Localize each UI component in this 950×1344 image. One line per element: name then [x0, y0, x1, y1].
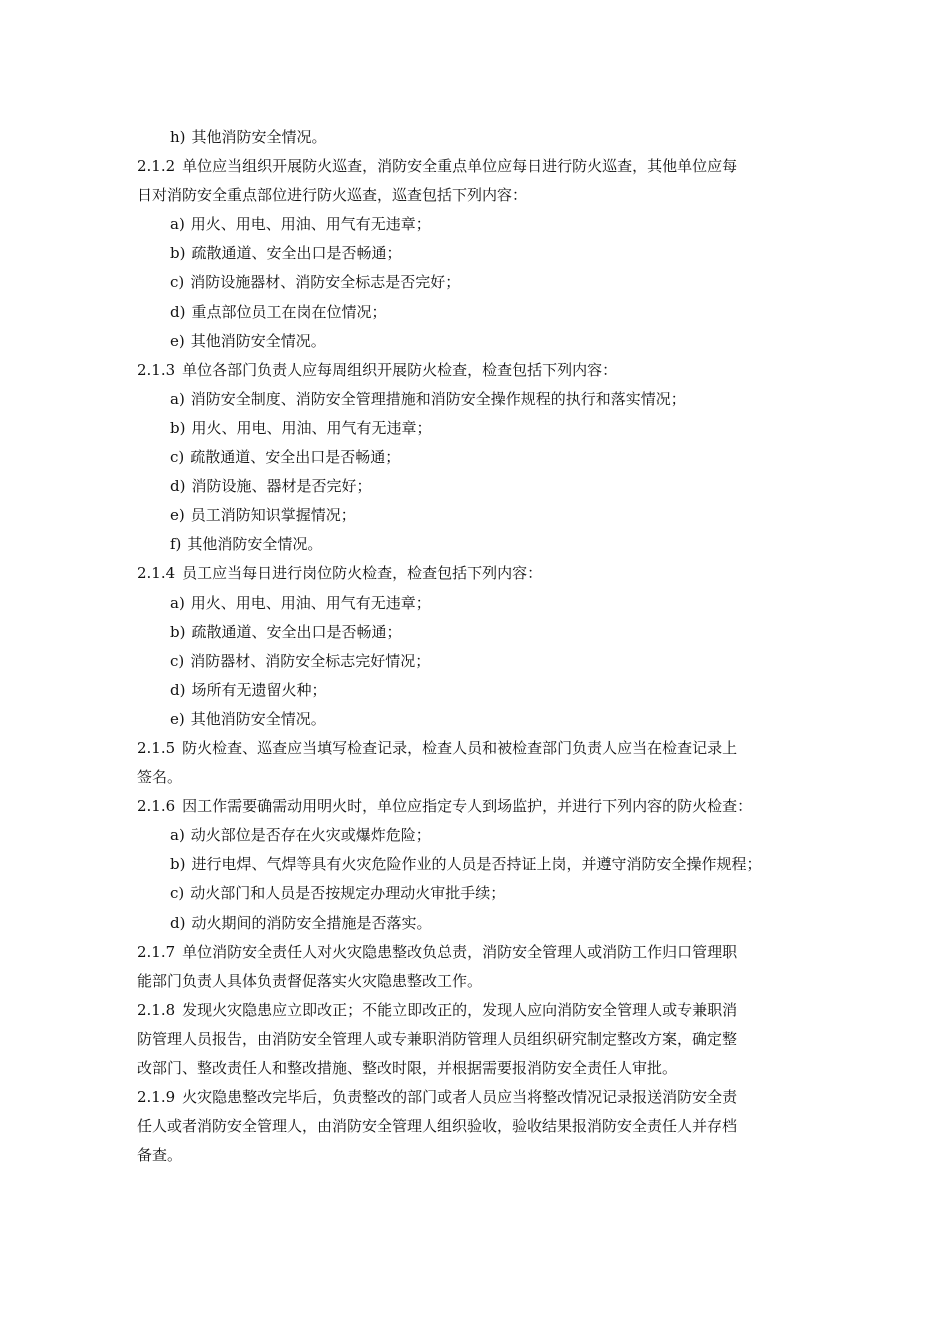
line-text: 其他消防安全情况。: [190, 331, 326, 350]
line-text: 单位应当组织开展防火巡查，消防安全重点单位应每日进行防火巡查，其他单位应每: [182, 157, 738, 176]
clause-line: [137, 1083, 819, 1112]
line-text: 重点部位员工在岗在位情况；: [191, 302, 387, 321]
item-label: e): [170, 331, 185, 350]
item-label: e): [170, 709, 185, 728]
line-text: 防管理人员报告，由消防安全管理人或专兼职消防管理人员组织研究制定整改方案，确定整: [137, 1029, 738, 1048]
line-text: 员工消防知识掌握情况；: [190, 506, 356, 525]
item-label: c): [170, 884, 185, 903]
line-text: 单位各部门负责人应每周组织开展防火检查，检查包括下列内容：: [182, 360, 618, 379]
line-text: 员工应当每日进行岗位防火检查，检查包括下列内容：: [182, 564, 543, 583]
item-label: d): [170, 477, 186, 496]
continuation-line: [137, 1054, 819, 1083]
list-item: [137, 850, 819, 879]
line-text: 消防器材、消防安全标志完好情况；: [190, 651, 431, 670]
clause-number: 2.1.4: [137, 564, 176, 583]
line-text: 动火期间的消防安全措施是否落实。: [191, 913, 432, 932]
item-label: f): [170, 535, 182, 554]
item-label: h): [170, 128, 186, 146]
item-label: c): [170, 651, 185, 670]
continuation-line: [137, 1112, 819, 1141]
line-text: 改部门、整改责任人和整改措施、整改时限，并根据需要报消防安全责任人审批。: [137, 1059, 678, 1077]
list-item: [137, 472, 819, 501]
line-text: 用火、用电、用油、用气有无违章；: [190, 593, 431, 612]
continuation-line: [137, 763, 819, 792]
line-text: 火灾隐患整改完毕后，负责整改的部门或者人员应当将整改情况记录报送消防安全责: [182, 1088, 738, 1107]
line-text: 其他消防安全情况。: [191, 128, 327, 146]
line-text: 其他消防安全情况。: [187, 535, 323, 554]
line-text: 消防设施、器材是否完好；: [191, 477, 372, 496]
list-item: [137, 414, 819, 443]
list-item: [137, 239, 819, 268]
item-label: a): [170, 389, 185, 408]
item-label: b): [170, 855, 186, 874]
item-label: a): [170, 593, 185, 612]
item-label: d): [170, 302, 186, 321]
line-text: 发现火灾隐患应立即改正；不能立即改正的，发现人应向消防安全管理人或专兼职消: [182, 1000, 738, 1019]
item-label: b): [170, 244, 186, 263]
clause-number: 2.1.3: [137, 360, 176, 379]
item-label: e): [170, 506, 185, 525]
list-item: [137, 210, 819, 239]
list-item: [137, 705, 819, 734]
clause-line: [137, 152, 819, 181]
list-item: [137, 618, 819, 647]
item-label: b): [170, 418, 186, 437]
item-label: c): [170, 448, 185, 467]
list-item: [137, 676, 819, 705]
line-text: 进行电焊、气焊等具有火灾危险作业的人员是否持证上岗，并遵守消防安全操作规程；: [191, 855, 762, 874]
line-text: 其他消防安全情况。: [190, 709, 326, 728]
document-body: [137, 123, 819, 1170]
list-item: [137, 385, 819, 414]
line-text: 场所有无遗留火种；: [191, 680, 327, 699]
line-text: 防火检查、巡查应当填写检查记录，检查人员和被检查部门负责人应当在检查记录上: [182, 738, 738, 757]
continuation-line: [137, 967, 819, 996]
list-item: [137, 298, 819, 327]
list-item: [137, 327, 819, 356]
clause-line: [137, 792, 819, 821]
line-text: 动火部位是否存在火灾或爆炸危险；: [190, 826, 431, 845]
clause-line: [137, 938, 819, 967]
clause-number: 2.1.8: [137, 1000, 176, 1019]
clause-number: 2.1.7: [137, 942, 176, 961]
item-label: d): [170, 680, 186, 699]
clause-line: [137, 996, 819, 1025]
line-text: 能部门负责人具体负责督促落实火灾隐患整改工作。: [137, 971, 483, 990]
list-item: [137, 647, 819, 676]
item-label: d): [170, 913, 186, 932]
clause-number: 2.1.6: [137, 797, 176, 816]
clause-number: 2.1.5: [137, 738, 176, 757]
continuation-line: [137, 181, 819, 210]
clause-number: 2.1.2: [137, 157, 176, 176]
continuation-line: [137, 1141, 819, 1170]
line-text: 备查。: [137, 1146, 183, 1165]
item-label: c): [170, 273, 185, 292]
list-item: [137, 821, 819, 850]
clause-line: [137, 734, 819, 763]
line-text: 用火、用电、用油、用气有无违章；: [191, 418, 432, 437]
line-text: 因工作需要确需动用明火时，单位应指定专人到场监护，并进行下列内容的防火检查：: [182, 797, 753, 816]
list-item: [137, 909, 819, 938]
list-item: [137, 268, 819, 297]
list-item: [137, 530, 819, 559]
clause-number: 2.1.9: [137, 1088, 176, 1107]
line-text: 任人或者消防安全管理人，由消防安全管理人组织验收，验收结果报消防安全责任人并存档: [137, 1117, 738, 1136]
list-item: [137, 589, 819, 618]
clause-line: [137, 356, 819, 385]
item-label: a): [170, 826, 185, 845]
item-label: a): [170, 215, 185, 234]
clause-line: [137, 559, 819, 588]
line-text: 日对消防安全重点部位进行防火巡查，巡查包括下列内容：: [137, 186, 528, 205]
list-item: [137, 443, 819, 472]
line-text: 疏散通道、安全出口是否畅通；: [190, 448, 401, 467]
line-text: 疏散通道、安全出口是否畅通；: [191, 244, 402, 263]
line-text: 签名。: [137, 768, 183, 787]
list-item: [137, 501, 819, 530]
continuation-line: [137, 1025, 819, 1054]
list-item: [137, 879, 819, 908]
line-text: 消防安全制度、消防安全管理措施和消防安全操作规程的执行和落实情况；: [190, 389, 686, 408]
line-text: 用火、用电、用油、用气有无违章；: [190, 215, 431, 234]
item-label: b): [170, 622, 186, 641]
line-text: 消防设施器材、消防安全标志是否完好；: [190, 273, 461, 292]
list-item: [137, 123, 819, 152]
line-text: 动火部门和人员是否按规定办理动火审批手续；: [190, 884, 506, 903]
line-text: 单位消防安全责任人对火灾隐患整改负总责，消防安全管理人或消防工作归口管理职: [182, 942, 738, 961]
line-text: 疏散通道、安全出口是否畅通；: [191, 622, 402, 641]
